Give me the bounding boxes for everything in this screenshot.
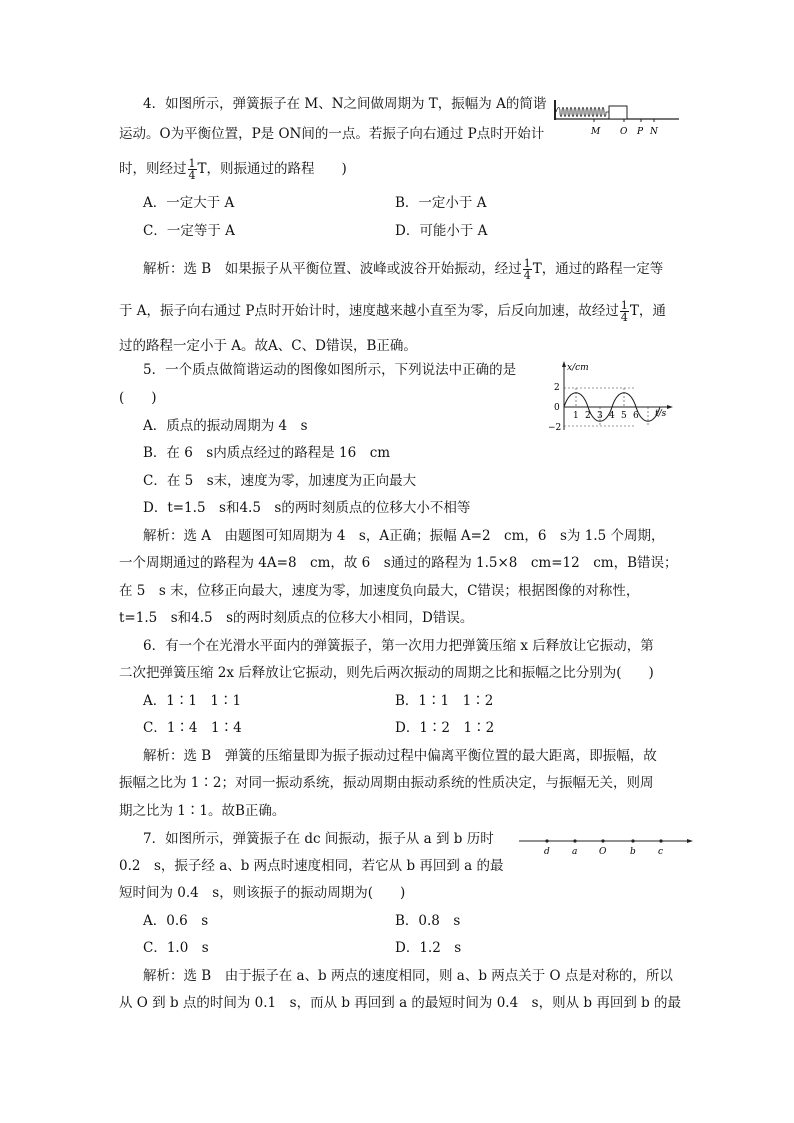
q7-position-line xyxy=(517,834,697,858)
y-tick-neg2: −2 xyxy=(548,423,562,433)
y-axis-label: x/cm xyxy=(567,363,589,373)
q4-option-a: A．一定大于 A xyxy=(143,195,235,211)
q7-analysis-line2: 从 O 到 b 点的时间为 0.1 s，而从 b 再回到 a 的最短时间为 0.4 s，则从 b 再回到 b 的最 xyxy=(119,995,682,1011)
q6-stem-line1: 6．有一个在光滑水平面内的弹簧振子，第一次用力把弹簧压缩 x 后释放让它振动，第 xyxy=(143,638,654,654)
q4-option-b: B．一定小于 A xyxy=(395,195,487,211)
q7-option-d: D．1.2 s xyxy=(395,940,462,956)
q7-option-a: A．0.6 s xyxy=(143,913,209,929)
q5-option-d: D．t=1.5 s和4.5 s的两时刻质点的位移大小不相等 xyxy=(143,500,471,516)
q6-stem-line2: 二次把弹簧压缩 2x 后释放让它振动，则先后两次振动的周期之比和振幅之比分别为( ) xyxy=(119,665,654,681)
spring-icon xyxy=(556,108,609,117)
label-b: b xyxy=(630,847,636,857)
q4-stem-line3: 时，则经过 $\frac{1}{4}$ T，则振通过的路程 ) xyxy=(119,157,347,182)
label-O: O xyxy=(599,847,607,857)
q5-analysis-line3: 在 5 s 末，位移正向最大，速度为零，加速度负向最大，C错误；根据图像的对称性， xyxy=(119,583,640,599)
x-tick-4: 4 xyxy=(609,411,615,421)
q5-option-b: B．在 6 s内质点经过的路程是 16 cm xyxy=(143,445,391,461)
q4-stem-line2: 运动。O为平衡位置，P是 ON间的一点。若振子向右通过 P点时开始计 xyxy=(119,126,545,142)
q5-stem-line2: ( ) xyxy=(119,390,157,406)
label-O: O xyxy=(620,127,628,137)
q4-option-d: D．可能小于 A xyxy=(395,223,488,239)
q4-analysis-line2: 于 A，振子向右通过 P点时开始计时，速度越来越小直至为零，后反向加速，故经过 $\frac{1}{4}$ T，通 xyxy=(119,299,666,324)
x-axis-label: t/s xyxy=(655,409,667,419)
q6-option-d: D．1∶2 1∶2 xyxy=(395,720,495,736)
q6-analysis-line2: 振幅之比为 1∶2；对同一振动系统，振动周期由振动系统的性质决定，与振幅无关，则周 xyxy=(119,775,654,791)
q4-spring-figure xyxy=(551,96,683,138)
q5-stem-line1: 5．一个质点做简谐运动的图像如图所示，下列说法中正确的是 xyxy=(143,362,517,378)
q6-analysis-line1: 解析：选 B 弹簧的压缩量即为振子振动过程中偏离平衡位置的最大距离，即振幅，故 xyxy=(143,748,657,764)
q7-stem-line2: 0.2 s，振子经 a、b 两点时速度相同，若它从 b 再回到 a 的最 xyxy=(119,858,504,874)
q5-analysis-line2: 一个周期通过的路程为 4A=8 cm，故 6 s通过的路程为 1.5×8 cm=12 cm，B错误； xyxy=(119,555,678,571)
label-a: a xyxy=(572,847,578,857)
q6-option-c: C．1∶4 1∶4 xyxy=(143,720,242,736)
q6-analysis-line3: 期之比为 1∶1。故B正确。 xyxy=(119,803,286,819)
x-ticks xyxy=(573,411,639,421)
q7-option-c: C．1.0 s xyxy=(143,940,209,956)
q5-analysis-line4: t=1.5 s和4.5 s的两时刻质点的位移大小相同，D错误。 xyxy=(119,610,474,626)
q4-analysis-line3: 过的路程一定小于 A。故A、C、D错误，B正确。 xyxy=(119,338,417,354)
q6-option-b: B．1∶1 1∶2 xyxy=(395,693,494,709)
x-tick-6: 6 xyxy=(633,411,639,421)
q4-stem-line1: 4．如图所示，弹簧振子在 M、N之间做周期为 T，振幅为 A的简谐 xyxy=(143,96,547,112)
label-M: M xyxy=(591,127,601,137)
x-tick-5: 5 xyxy=(621,411,627,421)
q7-stem-line1: 7．如图所示，弹簧振子在 dc 间振动，振子从 a 到 b 历时 xyxy=(143,831,494,847)
y-tick-0: 0 xyxy=(554,403,560,413)
x-tick-1: 1 xyxy=(573,411,579,421)
oscillator-block xyxy=(609,106,627,119)
label-N: N xyxy=(650,127,658,137)
label-P: P xyxy=(637,127,644,137)
q6-option-a: A．1∶1 1∶1 xyxy=(143,693,242,709)
q4-fraction: $\frac{1}{4}$ xyxy=(188,157,196,182)
q5-option-a: A．质点的振动周期为 4 s xyxy=(143,418,308,434)
q5-analysis-line1: 解析：选 A 由题图可知周期为 4 s，A正确；振幅 A=2 cm，6 s为 1.5 个周期， xyxy=(143,528,665,544)
q7-analysis-line1: 解析：选 B 由于振子在 a、b 两点的速度相同，则 a、b 两点关于 O 点是对称的，所以 xyxy=(143,968,673,984)
y-tick-2: 2 xyxy=(554,383,560,393)
label-c: c xyxy=(658,847,664,857)
q5-option-c: C．在 5 s末，速度为零，加速度为正向最大 xyxy=(143,473,417,489)
q4-option-c: C．一定等于 A xyxy=(143,223,235,239)
label-d: d xyxy=(544,847,550,857)
q5-xt-graph xyxy=(548,358,676,436)
x-tick-2: 2 xyxy=(585,411,591,421)
q7-stem-line3: 短时间为 0.4 s，则该振子的振动周期为( ) xyxy=(119,885,406,901)
q7-option-b: B．0.8 s xyxy=(395,913,461,929)
q4-analysis-line1: 解析：选 B 如果振子从平衡位置、波峰或波谷开始振动，经过 $\frac{1}{4}$ T，通过的路程一定等 xyxy=(143,257,664,282)
x-tick-3: 3 xyxy=(597,411,603,421)
